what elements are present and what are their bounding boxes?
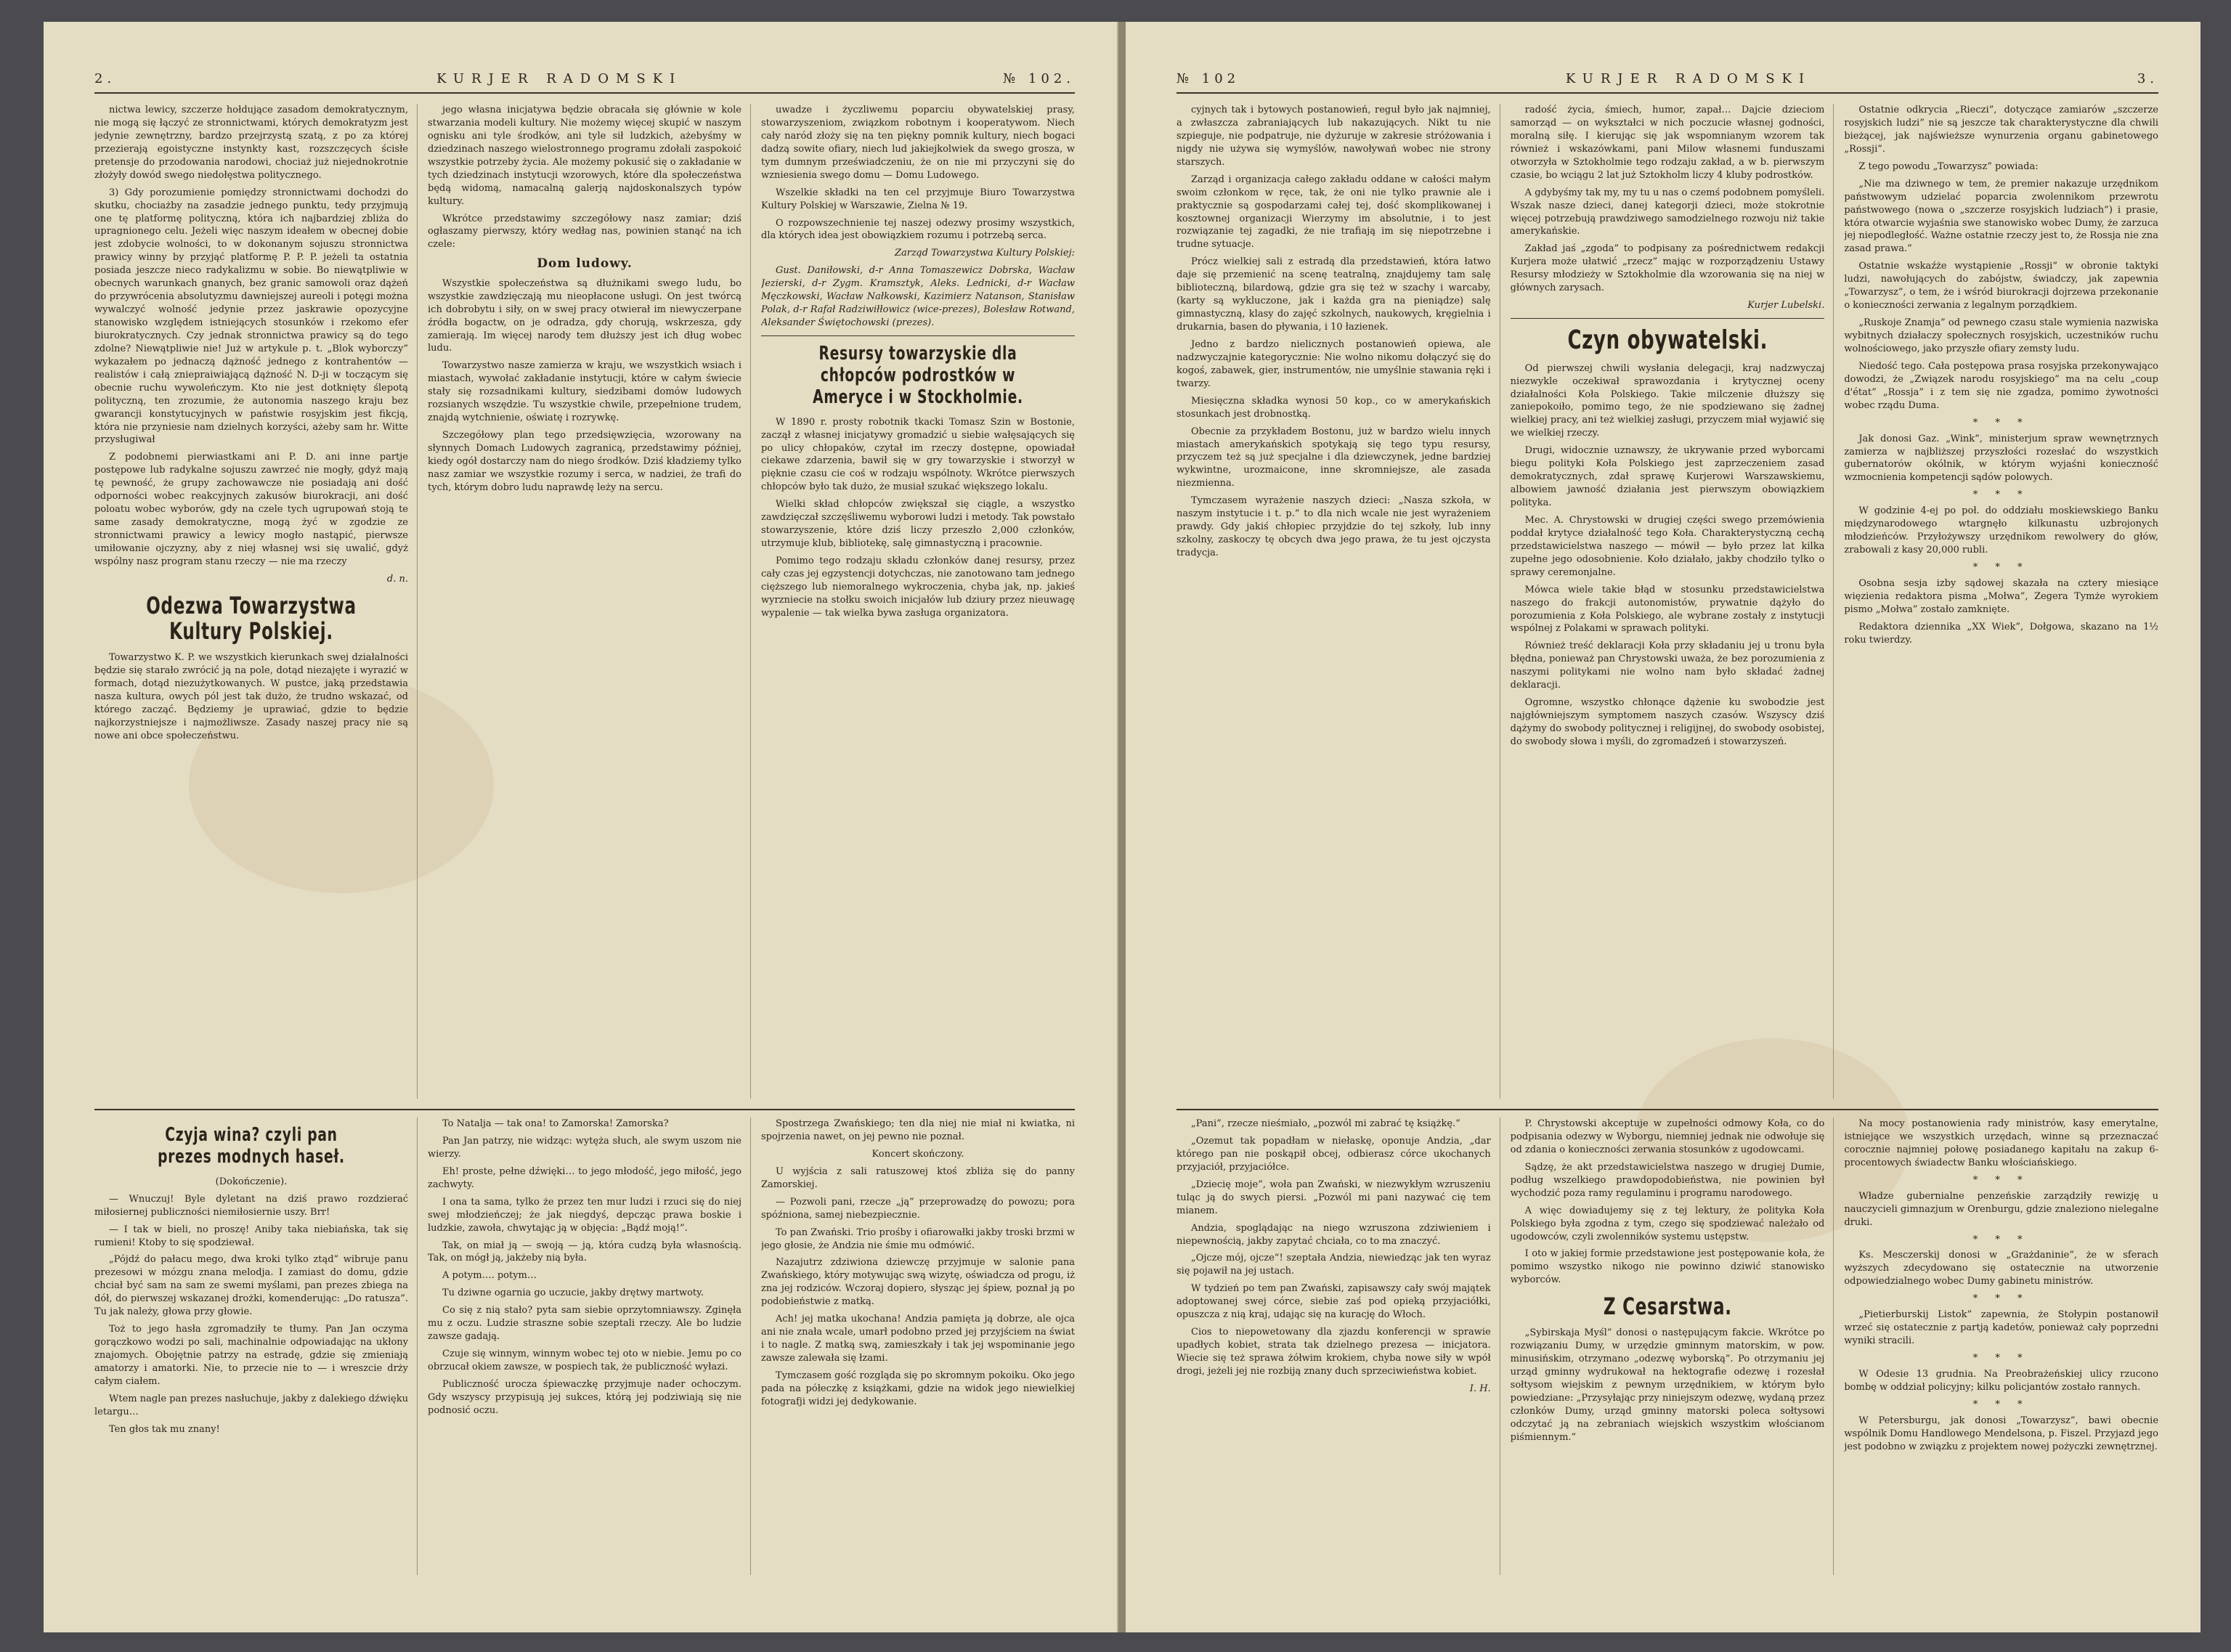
paragraph: A więc dowiadujemy się z tej lektury, że polityka Koła Polskiego była zgodna z tym, czego się spodziewać należało od ugodowców, czyli zwolenników systemu ustępstw.	[1510, 1205, 1825, 1242]
divider	[761, 335, 1075, 336]
paragraph: „Pani”, rzecze nieśmiało, „pozwól mi zabrać tę książkę.”	[1191, 1118, 1460, 1129]
paragraph: 3) Gdy porozumienie pomiędzy stronnictwami dochodzi do skutku, chociażby na zasadzie jednego punktu, tedy przyjmują one tę platformę polityczną, która ich najbardziej zbliża do upragnionego celu. Jeżeli więc naszym ideałem w obecnej dobie jest zdobycie wolności, to w dokonanym sojuszu stronnictwa prawicy winny by przyjąć platformę P. P. P. jeżeli ta ostatnia posiada jeszcze nieco radykalizmu w sobie. Bo niewątpliwie w obecnych warunkach gnanych, bez granic samowoli oraz dążeń do przywrócenia absolutyzmu dawniejszej aureoli i potęgi można wywalczyć wolność jedynie przez jaskrawie opozycyjne stanowisko względem istniejących stosunków i rzekomo efer biurokratycznych. Czy jednak stronnictwa prawicy są do tego zdolne? Niewątpliwie nie! Już w artykule p. t. „Blok wyborczy” wykazałem po jednaczą dążność jednego z kontrahentów — realistów i całą zniepraiwiającą dążność N. D-ji w toczącym się obecnie ruchu wywoleńczym. Kto nie jest dotknięty ślepotą polityczną, ten zrozumie, że autonomia naszego kraju bez gwarancji konstytucyjnych w państwie rosyjskim jest fikcją, która nie przyniesie nam dzielnych korzyści, ażeby sam hr. Witte przysługiwał	[94, 187, 408, 446]
column-1	[94, 1118, 418, 1575]
top-columns	[1177, 104, 2158, 1099]
issue-number: № 102.	[1003, 71, 1075, 86]
paragraph: Prócz wielkiej sali z estradą dla przedstawień, która łatwo daje się przemienić na scenę teatralną, znajdujemy tam salę biblioteczną, bilardową, gdzie gra się też w szachy i warcaby, (karty są wykluczone, jak i każda gra na pieniądze) salę gimnastyczną, klasy do zajęć szkolnych, naukowych, kręgielnia i drukarnia, basen do pływania, i 10 łazienek.	[1177, 256, 1491, 333]
paragraph: Zarząd i organizacja całego zakładu oddane w całości małym swoim członkom w ręce, tak, że oni nie tylko prawnie ale i praktycznie są gospodarzami całej tej, dość skomplikowanej i kosztownej organizacji Wierzymy im absolutnie, i to jest rozwiązanie tej zagadki, że nie trafiają im się niepotrzebne i trudne sytuacje.	[1177, 174, 1491, 251]
binding-gutter	[1118, 22, 1126, 1632]
paragraph: „Pójdź do pałacu mego, dwa kroki tylko ztąd” wibruje panu prezesowi w mózgu znana melodja. I zamiast do domu, gdzie chciał być sam na sam ze swemi myślami, pan prezes zbiega na dół, do pierwszej wskazanej drożki, komenderując: „Do ratusza”. Tu jak należy, głowa przy głowie.	[94, 1254, 408, 1318]
section-separator: * * *	[1972, 562, 2030, 573]
paragraph: W tydzień po tem pan Zwański, zapisawszy cały swój majątek adoptowanej swej córce, siebie zaś pod opieką przyjaciółki, opuszcza z nią kraj, udając się na kurację do Włoch.	[1177, 1283, 1491, 1321]
paragraph: Szczegółowy plan tego przedsięwzięcia, wzorowany na słynnych Domach Ludowych zagranicą, przedstawimy później, kiedy ogół dostarczy nam do niego środków. Dziś kładziemy tylko nasz zamiar we wszystkie rozumy i serca, w nadziei, że trafi do tych, którym dobro ludu naprawdę leży na sercu.	[428, 430, 741, 493]
paragraph: Z tego powodu „Towarzysz” powiada:	[1858, 160, 2039, 172]
paragraph: Towarzystwo K. P. we wszystkich kierunkach swej działalności będzie się starało zwrócić ją na pole, dotąd niezajęte i wyrazić w formach, dotąd niezużytkowanych. W pustce, jaką przedstawia nasza kultura, owych pól jest tak dużo, że trudno wskazać, od którego zacząć. Będziemy je uprawiać, gdzie to będzie najkorzystniejsze i najmożliwsze. Zasady naszej pracy nie są nowe ani obce społeczeństwu.	[94, 652, 408, 741]
paragraph: A potym…. potym…	[442, 1270, 537, 1282]
paragraph: To Natalja — tak ona! to Zamorska! Zamorska?	[442, 1118, 669, 1129]
paragraph: „Dziecię moje”, woła pan Zwański, w niezwykłym wzruszeniu tuląc ją do swych piersi. „Pozwól mi pani nazywać cię tem mianem.	[1177, 1179, 1491, 1216]
members-list: Gust. Daniłowski, d-r Anna Tomaszewicz Dobrska, Wacław Jezierski, d-r Zygm. Kramsztyk, Aleks. Lednicki, d-r Wacław Męczkowski, Wacław Nałkowski, Kazimierz Natanson, Stanisław Polak, d-r Rafał Radziwiłłowicz (wice-prezes), Bolesław Rotwand, Aleksander Świętochowski (prezes).	[761, 265, 1075, 329]
section-separator: * * *	[1972, 417, 2030, 428]
paragraph: Wszelkie składki na ten cel przyjmuje Biuro Towarzystwa Kultury Polskiej w Warszawie, Zielna № 19.	[761, 187, 1075, 211]
paragraph: „Pietierburskij Listok” zapewnia, że Stołypin postanowił wrzeć się ostatecznie z partją kadetów, ponieważ cały poprzedni wyniki stracili.	[1844, 1309, 2159, 1347]
paragraph: „Ojcze mój, ojcze”! szeptała Andzia, niewiedząc jak ten wyraz się pojawił na jej ustach.	[1177, 1253, 1491, 1277]
signature: I. H.	[1469, 1383, 1491, 1394]
paragraph: Sądzę, że akt przedstawicielstwa naszego w drugiej Dumie, podług wszelkiego prawdopodobieństwa, nie powinien był wychodzić poza ramy regulaminu i programu narodowego.	[1510, 1161, 1825, 1199]
paragraph: Ogromne, wszystko chłonące dążenie ku swobodzie jest najgłówniejszym symptomem naszych czasów. Wszyscy dziś dążymy do swobody politycznej i religijnej, do swobody osobistej, do swobody słowa i myśli, do zgromadzeń i stowarzyszeń.	[1510, 697, 1825, 747]
paragraph: cyjnych tak i bytowych postanowień, reguł było jak najmniej, a zwłaszcza zabraniających lub nakazujących. Nikt tu nie szpieguje, nie podpatruje, nie dyżuruje w zakresie stróżowania i nigdy nie używa się wymyślów, nawoływań wobec nie strony starszych.	[1177, 105, 1491, 168]
subheading: Dom ludowy.	[537, 256, 633, 272]
article-heading: Odezwa Towarzystwa Kultury Polskiej.	[146, 591, 357, 645]
page-number: 2.	[94, 71, 116, 86]
paragraph: Wielki skład chłopców zwiększał się ciągle, a wszystko zawdzięczał szczęśliwemu wyborowi ludzi i metody. Tak powstało stowarzyszenie, które dziś liczy przeszło 2,000 członków, utrzymuje klub, bibliotekę, salę gimnastyczną i pracownie.	[761, 499, 1075, 550]
paragraph: To pan Zwański. Trio prośby i ofiarowałki jakby troski brzmi w jego głosie, że Andzia nie śmie mu odmówić.	[761, 1226, 1075, 1251]
paragraph: Wtem nagle pan prezes nasłuchuje, jakby z dalekiego dźwięku letargu…	[94, 1393, 408, 1417]
paragraph: Miesięczna składka wynosi 50 kop., co w amerykańskich stosunkach jest drobnostką.	[1177, 395, 1491, 420]
paragraph: Tu dziwne ogarnia go uczucie, jakby drętwy martwoty.	[442, 1287, 704, 1299]
paragraph: „Ozemut tak popadłam w niełaskę, oponuje Andzia, „dar którego pan nie poskąpił obcej, odbierasz córce ukochanych przyjaciół, przyjaciółce.	[1177, 1135, 1491, 1173]
column-3	[761, 1118, 1075, 1575]
paragraph: Drugi, widocznie uznawszy, że ukrywanie przed wyborcami biegu polityki Koła Polskiego jest zaprzeczeniem zasad demokratycznych, zdał sprawę Kurjerowi Warszawskiemu, albowiem jawność działania jest pierwszym obowiązkiem polityka.	[1510, 445, 1825, 509]
paragraph: — Wnuczuj! Byle dyletant na dziś prawo rozdzierać miłosiernej publiczności niemiłosiernie uszy. Brr!	[94, 1193, 408, 1218]
paragraph: Cios to niepowetowany dla zjazdu konferencji w sprawie upadłych kobiet, strata tak dzielnego prezesa — inicjatora. Wiecie się też sprawa żółwim krokiem, chyba nowe siły w wpół drogi, jeżeli jej nie rozbiją znany duch sprzeciwieństwa kobiet.	[1177, 1327, 1491, 1377]
section-separator: * * *	[1972, 489, 2030, 501]
paragraph: Jak donosi Gaz. „Wink”, ministerjum spraw wewnętrznych zamierza w najbliższej przyszłości rozesłać do wszystkich gubernatorów okólnik, w którym wyjaśni konieczność wzmocnienia kompetencji sądów polowych.	[1844, 433, 2159, 484]
paragraph: Obecnie za przykładem Bostonu, już w bardzo wielu innych miastach amerykańskich spotykają się tego typu resursy, przyczem też są już specjalne i dla dziewczynek, jedne bardziej wykwintne, urozmaicone, inne skromniejsze, ale zasada niezmienna.	[1177, 426, 1491, 489]
paragraph: Tymczasem gość rozgląda się po skromnym pokoiku. Oko jego pada na półeczkę z książkami, gdzie na widok jego niewielkiej fotografji widzi jej dedykowanie.	[761, 1370, 1075, 1407]
paragraph: Mec. A. Chrystowski w drugiej części swego przemówienia poddał krytyce działalność tego Koła. Charakterystyczną cechą przedstawicielstwa naszego — mówił — było przez lat kilka zupełne jego odosobnienie. Koło działało, jakby chodziło tylko o sprawy ceremonjalne.	[1510, 514, 1825, 578]
paragraph: W godzinie 4-ej po poł. do oddziału moskiewskiego Banku międzynarodowego wtargnęło kilkunastu uzbrojonych młodzieńców. Przyłożywszy urzędnikom rewolwery do głów, zrabowali z kasy 20,000 rubli.	[1844, 505, 2159, 556]
paragraph: Andzia, spoglądając na niego wzruszona zdziwieniem i niepewnością, jakby zapytać chciała, co to ma znaczyć.	[1177, 1222, 1491, 1247]
paragraph: Mówca wiele takie błąd w stosunku przedstawicielstwa naszego do frakcji autonomistów, prywatnie dążyło do porozumienia z Koła Polskiego, ale wybrane zostały z instytucji wspólnej z Polakami w sprawach polityki.	[1510, 584, 1825, 635]
paragraph: „Nie ma dziwnego w tem, że premier nakazuje urzędnikom państwowym udzielać poparcia zwolennikom przewrotu państwowego (nowa o „szczerze rosyjskich ludziach”) i prasie, która otwarcie wyjaśnia swe stanowisko wobec Dumy, że zarzuca jej niepodległość. Ważne ostatnie rzeczy jest to, że Rossja nie zna zasad prawa.”	[1844, 178, 2159, 255]
section-separator: * * *	[1972, 1174, 2030, 1186]
left-page	[44, 22, 1118, 1632]
column-1	[1177, 1118, 1500, 1575]
top-columns	[94, 104, 1075, 1099]
page-number: 3.	[2137, 71, 2158, 86]
paragraph: Niedość tego. Cała postępowa prasa rosyjska przekonywająco dowodzi, że „Związek narodu rosyjskiego” ma na celu „coup d'état” „Rossja” i z tem się nie zgadza, pomimo żywotności wobec rządu Duma.	[1844, 360, 2159, 411]
signature: Kurjer Lubelski.	[1747, 300, 1825, 312]
paragraph: Eh! proste, pełne dźwięki… to jego młodość, jego miłość, jego zachwyty.	[428, 1165, 741, 1190]
newspaper-title: KURJER RADOMSKI	[436, 71, 683, 86]
paragraph: — I tak w bieli, no proszę! Aniby taka niebiańska, tak się rumieni! Ktoby to się spodziewał.	[94, 1224, 408, 1248]
paragraph: W Petersburgu, jak donosi „Towarzysz”, bawi obecnie wspólnik Domu Handlowego Mendelsona, p. Fiszel. Przyjazd jego jest podobno w związku z projektem nowej pożyczki zewnętrznej.	[1844, 1415, 2159, 1452]
paragraph: Ach! jej matka ukochana! Andzia pamięta ją dobrze, ale ojca ani nie znała wcale, umarł podobno przed jej przyjściem na świat i to nagle. Z matką swą, zamieszkały i tak jej wspominanie jego zawsze zalewała się łzami.	[761, 1314, 1075, 1364]
paragraph: O rozpowszechnienie tej naszej odezwy prosimy wszystkich, dla których idea jest obowiązkiem rozumu i potrzebą serca.	[761, 217, 1075, 242]
paragraph: I ona ta sama, tylko że przez ten mur ludzi i rzuci się do niej swej młodzieńczej; że jak niegdyś, depcząc prawa boskie i ludzkie, zawoła, chwytając ją w objęcia: „Bądź moją!”.	[428, 1196, 741, 1234]
paragraph: radość życia, śmiech, humor, zapał… Dajcie dzieciom samorząd — on wykształci w nich poczucie własnej godności, moralną siłę. I kierując się jak wspomnianym wzorem tak również i wskazówkami, pani Milow własnemi funduszami otworzyła w Sztokholmie tego rodzaju zakład, a w b. pierwszym czasie, bo wciągu 2 lat już Sztokholm liczy 4 kluby podrostków.	[1510, 105, 1825, 181]
section-separator: * * *	[1972, 1399, 2030, 1410]
paragraph: W 1890 r. prosty robotnik tkacki Tomasz Szin w Bostonie, zaczął z własnej inicjatywy gromadzić u siebie wałęsających się po ulicy chłopaków, czytał im rzeczy dostępne, opowiadał ciekawe zdarzenia, bawił się w gry towarzyskie i stworzył w pięknie czasu cie coś w rodzaju wspólnoty. Wkrótce pierwszych chłopców było tak dużo, że musiał szukać większego lokalu.	[761, 416, 1075, 493]
paragraph: Nazajutrz zdziwiona dziewczę przyjmuje w salonie pana Zwańskiego, który motywując swą wizytę, oświadcza od progu, iż zna jej rodziców. Wczoraj dopiero, słysząc jej śpiew, poznał ją po podobieństwie z matką.	[761, 1257, 1075, 1308]
column-3	[1844, 104, 2158, 1099]
running-header-left	[94, 71, 1075, 94]
paragraph: Na mocy postanowienia rady ministrów, kasy emerytalne, istniejące we wszystkich urzędach, winne są przeznaczać corocznie najmniej połowę posiadanego kapitału na zakup 6-procentowych świadectw Banku włościańskiego.	[1844, 1118, 2159, 1168]
bottom-columns	[94, 1109, 1075, 1575]
section-separator: * * *	[1972, 1234, 2030, 1245]
paragraph: Osobna sesja izby sądowej skazała na cztery miesiące więzienia redaktora pisma „Mołwa”, Zegera Tymże wyrokiem pismo „Mołwa” zostało zamknięte.	[1844, 577, 2159, 615]
paragraph: Wszystkie społeczeństwa są dłużnikami swego ludu, bo wszystkie zawdzięczają mu nieopłacone usługi. On jest twórcą ich dobrobytu i siły, on w swej pracy otwierał im niewyczerpane źródła bogactw, on je odradza, gdy chorują, wskrzesza, gdy zamierają. Im więcej narody tem dłuższy jest ich dług wobec ludu.	[428, 277, 741, 354]
paragraph: U wyjścia z sali ratuszowej ktoś zbliża się do panny Zamorskiej.	[761, 1165, 1075, 1190]
paragraph: Zakład jaś „zgoda” to podpisany za pośrednictwem redakcji Kurjera może ułatwić „rzecz” mając w rozporządzeniu Ustawy Resursy młodzieży w Sztokholmie dla wzorowania się na niej w głównych zarysach.	[1510, 243, 1825, 294]
paragraph: Koncert skończony.	[871, 1148, 964, 1160]
paragraph: Publiczność urocza śpiewaczkę przyjmuje nader ochoczym. Gdy wszyscy przypisują jej sukces, którą jej podziwiają się nie podnosić oczu.	[428, 1378, 741, 1416]
paragraph: uwadze i życzliwemu poparciu obywatelskiej prasy, stowarzyszeniom, związkom robotnym i kooperatywom. Niech cały naród złoży się na ten piękny pomnik kultury, niech bogaci dadzą sowite ofiary, niech lud jakiejkolwiek da swego grosza, w tym dumnym przeświadczeniu, że on nie mi przyczyni się do wzniesienia swego domu — Domu Ludowego.	[761, 105, 1075, 181]
column-2	[428, 1118, 751, 1575]
paragraph: I oto w jakiej formie przedstawione jest postępowanie koła, że pomimo wszystko nikogo nie powinno dziwić stanowisko wyborców.	[1510, 1248, 1825, 1286]
paragraph: P. Chrystowski akceptuje w zupełności odmowy Koła, co do podpisania odezwy w Wyborgu, niemniej jednak nie odwołuje się od zdania o konieczności zerwania stosunków z ugodowcami.	[1510, 1118, 1825, 1155]
article-heading: Resursy towarzyskie dla chłopców podrostków w Ameryce i w Stockholmie.	[813, 343, 1023, 408]
paragraph: Czuje się winnym, winnym wobec tej oto w niebie. Jemu po co obrzucał okiem zawsze, w pospiech tak, że publiczność wyłazi.	[428, 1348, 741, 1372]
feuilleton-heading: Czyja wina? czyli pan prezes modnych haseł.	[158, 1124, 345, 1168]
paragraph: Jedno z bardzo nielicznych postanowień opiewa, ale nadzwyczajnie kategorycznie: Nie wolno nikomu dołączyć się do kogoś, zabawek, gier, instrumentów, nie umyślnie stawania ręki i twarzy.	[1177, 338, 1491, 389]
paragraph: Również treść deklaracji Koła przy składaniu jej u tronu była błędna, ponieważ pan Chrystowski uważa, że bez porozumienia z naszymi politykami nie wolno nam było składać żadnej deklaracji.	[1510, 640, 1825, 691]
column-1	[94, 104, 418, 1099]
paragraph: Od pierwszej chwili wysłania delegacji, kraj nadzwyczaj niezwykle oczekiwał sprawozdania i krytycznej oceny działalności Koła Polskiego. Takie milczenie dłuższy się zaniepokoiło, pomimo tego, że nie spodziewano się żadnej wielkiej pracy, ani też wielkiej zasługi, przyczem miał wyjawić się we wielkiej rzeczy.	[1510, 362, 1825, 439]
paragraph: nictwa lewicy, szczerze hołdujące zasadom demokratycznym, nie mogą się łączyć ze stronnictwami, których demokratyzm jest jedynie zewnętrzny, bardzo przejrzystą szatą, z po za której przezierają egoistyczne instynkty kast, rozszczęcych ścisłe pretensje do przodowania narodowi, chociaż już niejednokrotnie złożyły dowód swego niedołęstwa politycznego.	[94, 105, 408, 181]
section-separator: * * *	[1972, 1353, 2030, 1364]
column-2	[1511, 104, 1834, 1099]
paragraph: Toż to jego hasła zgromadziły te tłumy. Pan Jan oczyma gorączkowo wodzi po sali, machinalnie odpowiadając na ukłony znajomych. Obojętnie patrzy na estradę, gdzie się zmieniają amatorzy i amatorki. Nie, to przecie nie to — i wreszcie drży całym ciałem.	[94, 1324, 408, 1387]
paragraph: Pan Jan patrzy, nie widząc: wytęża słuch, ale swym uszom nie wierzy.	[428, 1135, 741, 1160]
paragraph: Pomimo tego rodzaju składu członków danej resursy, przez cały czas jej egzystencji dotychczas, nie zanotowano tam jednego cięższego lub niemoralnego wykroczenia, chyba jak, np. jakieś wyrzniecie na stołku swoich inicjałów lub dziury przez nieuwagę wypalenie — tak wielka bywa zasługa organizatora.	[761, 556, 1075, 619]
issue-number: № 102	[1177, 71, 1240, 86]
running-header-right	[1177, 71, 2158, 94]
section-separator: * * *	[1972, 1293, 2030, 1305]
paragraph: Redaktora dziennika „XX Wiek”, Dołgowa, skazano na 1½ roku twierdzy.	[1844, 621, 2159, 646]
column-2	[1511, 1118, 1834, 1575]
article-heading: Czyn obywatelski.	[1567, 325, 1768, 356]
paragraph: Ks. Mesczerskij donosi w „Grażdaninie”, że w sferach wyższych zdecydowano się ostatecznie na utworzenie odpowiedzialnego wobec Dumy gabinetu ministrów.	[1844, 1250, 2159, 1287]
column-3	[761, 104, 1075, 1099]
newspaper-spread	[44, 22, 2200, 1632]
paragraph: Tymczasem wyrażenie naszych dzieci: „Nasza szkoła, w naszym instytucie i t. p.” to dla nich wcale nie jest wyrażeniem prawdy. Gdy jakiś chłopiec przyjdzie do tej szkoły, lub inny szkolny, zaskoczy tę obcych dwa jego prawa, że tu jest ojczysta tradycja.	[1177, 495, 1491, 558]
paragraph: Co się z nią stało? pyta sam siebie oprzytomniawszy. Zginęła mu z oczu. Ludzie straszne sobie szeptali rzeczy. Ale bo ludzie zawsze gadają.	[428, 1305, 741, 1343]
article-heading: Z Cesarstwa.	[1603, 1293, 1732, 1321]
paragraph: „Ruskoje Znamja” od pewnego czasu stale wymienia nazwiska wybitnych działaczy społecznych rosyjskich, uczestników ruchu wolnościowego, jako przyszłe ofiary zemsty ludu.	[1844, 317, 2159, 354]
paragraph: Spostrzega Zwańskiego; ten dla niej nie miał ni kwiatka, ni spojrzenia nawet, on jej pewno nie poznał.	[761, 1118, 1075, 1142]
column-2	[428, 104, 751, 1099]
paragraph: jego własna inicjatywa będzie obracała się głównie w kole stwarzania modeli kultury. Nie możemy więcej skupić w naszym ognisku ani tyle środków, ani tyle sił ludzkich, ażebyśmy w dziedzinach naszego wielostronnego programu zdołali zaspokoić wszystkie potrzeby życia. Ale możemy pokusić się o zakładanie w tych dziedzinach instytucji wzorowych, które dla społeczeństwa będą widomą, namacalną galerją najdoskonalszych typów kultury.	[428, 105, 741, 207]
bottom-columns	[1177, 1109, 2158, 1575]
divider	[1511, 318, 1825, 319]
column-3	[1844, 1118, 2158, 1575]
paragraph: Wkrótce przedstawimy szczegółowy nasz zamiar; dziś ogłaszamy pierwszy, który wedłag nas, powinien stanąć na ich czele:	[428, 213, 741, 251]
subheading: (Dokończenie).	[215, 1176, 288, 1187]
column-1	[1177, 104, 1500, 1099]
paragraph: „Sybirskaja Myśl” donosi o następującym fakcie. Wkrótce po rozwiązaniu Dumy, w urzędzie gminnym matorskim, w pow. minusińskim, otrzymano „odezwę wyborską”. Po otrzymaniu jej urząd gminny wydrukował na hektografie odezwę i rozesłał sołtysom wiejskim z pewnym urzędnikiem, w którym było powiedziane: „Przysyłając przy niniejszym odezwę, wydaną przez członków Dumy, urząd gminny matorski poleca sołtysowi odczytać ją na zebraniach wiejskich wszystkim włościanom piśmiennym.”	[1510, 1327, 1825, 1443]
paragraph: Z podobnemi pierwiastkami ani P. D. ani inne partje postępowe lub radykalne sojuszu zawrzeć nie mogły, gdyż mają tę pewność, że grupy zachowawcze nie posiadają ani dość odporności wobec reakcyjnych zakusów biurokracji, ani dość poloatu wobec wyborów, gdy na czele tych ugrupowań stoją te same zasady demokratyczne, mogą żyć w zgodzie ze stronnictwami prawicy a lewicy mogło nastąpić, pierwsze umiłowanie ojczyzny, aby z niej własnej wsi się uwalić, gdyż wspólny nasz program stanu rzeczy — nie ma rzeczy	[94, 452, 408, 567]
paragraph: Ostatnie odkrycia „Rieczi”, dotyczące zamiarów „szczerze rosyjskich ludzi” nie są jeszcze tak charakterystyczne dla chwili bieżącej, jak najświeższe wynurzenia organu gabinetowego „Rossji”.	[1844, 105, 2159, 155]
signature: Zarząd Towarzystwa Kultury Polskiej:	[895, 248, 1075, 259]
signature: d. n.	[386, 573, 408, 585]
paragraph: — Pozwoli pani, rzecze „ją” przeprowadzę do powozu; pora spóźniona, samej niebezpiecznie.	[761, 1196, 1075, 1221]
paragraph: Tak, on miał ją — swoją — ją, która cudzą była własnością. Tak, on mógł ją, jakżeby nią była.	[428, 1240, 741, 1264]
paragraph: W Odesie 13 grudnia. Na Preobrażeńskiej ulicy rzucono bombę w oddział policyjny; kilku policjantów zostało rannych.	[1844, 1368, 2159, 1393]
paragraph: Ten głos tak mu znany!	[109, 1423, 220, 1435]
paragraph: Ostatnie wskaźże wystąpienie „Rossji” w obronie taktyki ludzi, nawołujących do zabójstw, świadczy, jak zapewnia „Towarzysz”, o tem, że i wśród biurokracji dojrzewa przekonanie o konieczności zerwania z legalnym porządkiem.	[1844, 261, 2159, 312]
paragraph: Towarzystwo nasze zamierza w kraju, we wszystkich wsiach i miastach, wywołać zakładanie instytucji, które w całym świecie stały się rozsadnikami kultury, siedzibami domów ludowych rozsianych wszędzie. Tu wszystkie chwile, przepełnione trudem, znajdą wytchnienie, oświatę i rozrywkę.	[428, 360, 741, 424]
right-page	[1126, 22, 2200, 1632]
paragraph: Władze gubernialne penzeńskie zarządziły rewizję u nauczycieli gimnazjum w Orenburgu, gdzie znaleziono nielegalne druki.	[1844, 1190, 2159, 1228]
paragraph: A gdybyśmy tak my, my tu u nas o czemś podobnem pomyśleli. Wszak nasze dzieci, danej kategorji dzieci, może stokrotnie więcej potrzebują prawdziwego samodzielnego rozwoju niż takie amerykańskie.	[1510, 187, 1825, 237]
newspaper-title: KURJER RADOMSKI	[1565, 71, 1812, 86]
